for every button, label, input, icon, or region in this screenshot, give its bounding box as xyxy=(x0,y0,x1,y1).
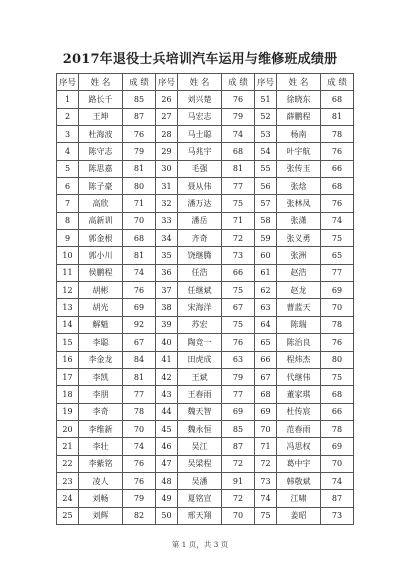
score-cell: 69 xyxy=(321,282,354,299)
name-cell: 齐奇 xyxy=(178,230,222,247)
name-cell: 杜传宸 xyxy=(277,403,321,420)
serial-cell: 39 xyxy=(156,316,178,333)
score-cell: 81 xyxy=(123,368,156,385)
score-cell: 92 xyxy=(123,316,156,333)
score-cell: 68 xyxy=(321,386,354,403)
name-cell: 马宏志 xyxy=(178,108,222,125)
name-cell: 陈治良 xyxy=(277,334,321,351)
name-cell: 薛鹏程 xyxy=(277,108,321,125)
name-cell: 毛强 xyxy=(178,160,222,177)
score-cell: 85 xyxy=(123,91,156,108)
score-cell: 77 xyxy=(123,386,156,403)
serial-cell: 72 xyxy=(255,455,277,472)
serial-cell: 16 xyxy=(57,351,79,368)
serial-cell: 34 xyxy=(156,230,178,247)
serial-cell: 61 xyxy=(255,264,277,281)
score-cell: 76 xyxy=(123,282,156,299)
name-cell: 冯思权 xyxy=(277,438,321,455)
serial-cell: 13 xyxy=(57,299,79,316)
name-cell: 李金龙 xyxy=(79,351,123,368)
serial-cell: 41 xyxy=(156,351,178,368)
score-cell: 76 xyxy=(123,472,156,489)
score-cell: 76 xyxy=(321,334,354,351)
serial-cell: 20 xyxy=(57,420,79,437)
name-cell: 徐晓东 xyxy=(277,91,321,108)
name-cell: 姜昭 xyxy=(277,507,321,524)
score-cell: 76 xyxy=(321,143,354,160)
name-cell: 苏宏 xyxy=(178,316,222,333)
serial-cell: 38 xyxy=(156,299,178,316)
score-cell: 63 xyxy=(222,351,255,368)
serial-cell: 33 xyxy=(156,212,178,229)
name-cell: 杨南 xyxy=(277,126,321,143)
score-cell: 73 xyxy=(222,247,255,264)
table-row xyxy=(57,368,354,385)
serial-cell: 35 xyxy=(156,247,178,264)
score-cell: 76 xyxy=(123,455,156,472)
serial-cell: 55 xyxy=(255,160,277,177)
serial-cell: 25 xyxy=(57,507,79,524)
table-row xyxy=(57,334,354,351)
serial-cell: 2 xyxy=(57,108,79,125)
score-cell: 76 xyxy=(123,126,156,143)
serial-cell: 54 xyxy=(255,143,277,160)
grades-table xyxy=(56,73,354,525)
score-cell: 66 xyxy=(321,160,354,177)
name-cell: 刘辉 xyxy=(79,507,123,524)
score-cell: 77 xyxy=(321,264,354,281)
name-cell: 马士聪 xyxy=(178,126,222,143)
score-cell: 69 xyxy=(321,438,354,455)
score-cell: 71 xyxy=(222,212,255,229)
serial-cell: 74 xyxy=(255,490,277,507)
table-row xyxy=(57,91,354,108)
score-cell: 75 xyxy=(321,368,354,385)
serial-cell: 32 xyxy=(156,195,178,212)
score-cell: 69 xyxy=(222,403,255,420)
score-cell: 87 xyxy=(222,438,255,455)
name-cell: 潘万达 xyxy=(178,195,222,212)
name-cell: 王坤 xyxy=(79,108,123,125)
score-cell: 75 xyxy=(222,282,255,299)
table-row xyxy=(57,490,354,507)
serial-cell: 28 xyxy=(156,126,178,143)
score-cell: 81 xyxy=(123,247,156,264)
name-cell: 董家琪 xyxy=(277,386,321,403)
score-cell: 68 xyxy=(123,230,156,247)
name-cell: 王斌 xyxy=(178,368,222,385)
serial-cell: 15 xyxy=(57,334,79,351)
name-cell: 宋海洋 xyxy=(178,299,222,316)
serial-cell: 19 xyxy=(57,403,79,420)
serial-cell: 7 xyxy=(57,195,79,212)
serial-cell: 67 xyxy=(255,368,277,385)
page-footer: 第 1 页，共 3 页 xyxy=(171,540,229,549)
serial-cell: 59 xyxy=(255,230,277,247)
score-cell: 84 xyxy=(123,351,156,368)
score-cell: 77 xyxy=(222,178,255,195)
serial-cell: 40 xyxy=(156,334,178,351)
header-serial-1: 序号 xyxy=(57,74,79,91)
serial-cell: 1 xyxy=(57,91,79,108)
name-cell: 凌人 xyxy=(79,472,123,489)
name-cell: 李凯 xyxy=(79,368,123,385)
name-cell: 韩敬斌 xyxy=(277,472,321,489)
serial-cell: 6 xyxy=(57,178,79,195)
serial-cell: 75 xyxy=(255,507,277,524)
serial-cell: 50 xyxy=(156,507,178,524)
name-cell: 陈守志 xyxy=(79,143,123,160)
table-row xyxy=(57,507,354,524)
name-cell: 胡光 xyxy=(79,299,123,316)
serial-cell: 30 xyxy=(156,160,178,177)
serial-cell: 56 xyxy=(255,178,277,195)
table-row xyxy=(57,108,354,125)
score-cell: 91 xyxy=(222,472,255,489)
table-row xyxy=(57,438,354,455)
name-cell: 程炜杰 xyxy=(277,351,321,368)
name-cell: 田虎成 xyxy=(178,351,222,368)
name-cell: 聂从伟 xyxy=(178,178,222,195)
header-score-2: 成 绩 xyxy=(222,74,255,91)
score-cell: 87 xyxy=(321,490,354,507)
serial-cell: 27 xyxy=(156,108,178,125)
table-row xyxy=(57,126,354,143)
name-cell: 郭金根 xyxy=(79,230,123,247)
name-cell: 潘岳 xyxy=(178,212,222,229)
name-cell: 李紫铭 xyxy=(79,455,123,472)
score-cell: 67 xyxy=(123,334,156,351)
serial-cell: 31 xyxy=(156,178,178,195)
serial-cell: 21 xyxy=(57,438,79,455)
name-cell: 陈思嘉 xyxy=(79,160,123,177)
name-cell: 吴江 xyxy=(178,438,222,455)
score-cell: 70 xyxy=(222,507,255,524)
serial-cell: 22 xyxy=(57,455,79,472)
name-cell: 吴潘 xyxy=(178,472,222,489)
name-cell: 曹蓝天 xyxy=(277,299,321,316)
serial-cell: 66 xyxy=(255,351,277,368)
table-row xyxy=(57,143,354,160)
score-cell: 79 xyxy=(123,490,156,507)
score-cell: 72 xyxy=(222,490,255,507)
serial-cell: 71 xyxy=(255,438,277,455)
name-cell: 马兆宇 xyxy=(178,143,222,160)
table-row xyxy=(57,316,354,333)
table-row xyxy=(57,247,354,264)
serial-cell: 48 xyxy=(156,472,178,489)
name-cell: 路长千 xyxy=(79,91,123,108)
score-cell: 71 xyxy=(123,195,156,212)
table-row xyxy=(57,160,354,177)
serial-cell: 4 xyxy=(57,143,79,160)
name-cell: 葛中宇 xyxy=(277,455,321,472)
table-row xyxy=(57,420,354,437)
serial-cell: 64 xyxy=(255,316,277,333)
score-cell: 68 xyxy=(321,178,354,195)
serial-cell: 36 xyxy=(156,264,178,281)
serial-cell: 73 xyxy=(255,472,277,489)
serial-cell: 26 xyxy=(156,91,178,108)
score-cell: 80 xyxy=(321,351,354,368)
score-cell: 74 xyxy=(123,264,156,281)
serial-cell: 3 xyxy=(57,126,79,143)
name-cell: 张焓 xyxy=(277,178,321,195)
name-cell: 陶竞一 xyxy=(178,334,222,351)
score-cell: 79 xyxy=(123,143,156,160)
name-cell: 魏永恒 xyxy=(178,420,222,437)
score-cell: 76 xyxy=(222,334,255,351)
table-row xyxy=(57,455,354,472)
serial-cell: 44 xyxy=(156,403,178,420)
score-cell: 65 xyxy=(321,247,354,264)
table-row xyxy=(57,230,354,247)
header-score-3: 成 绩 xyxy=(321,74,354,91)
name-cell: 李维新 xyxy=(79,420,123,437)
name-cell: 代继伟 xyxy=(277,368,321,385)
serial-cell: 62 xyxy=(255,282,277,299)
serial-cell: 46 xyxy=(156,438,178,455)
score-cell: 70 xyxy=(321,299,354,316)
serial-cell: 11 xyxy=(57,264,79,281)
score-cell: 74 xyxy=(222,126,255,143)
score-cell: 76 xyxy=(321,195,354,212)
score-cell: 79 xyxy=(222,108,255,125)
serial-cell: 14 xyxy=(57,316,79,333)
table-row xyxy=(57,472,354,489)
name-cell: 范春雨 xyxy=(277,420,321,437)
score-cell: 67 xyxy=(222,299,255,316)
name-cell: 吴梁程 xyxy=(178,455,222,472)
table-row xyxy=(57,264,354,281)
serial-cell: 70 xyxy=(255,420,277,437)
score-cell: 73 xyxy=(321,507,354,524)
header-row xyxy=(57,74,354,91)
serial-cell: 17 xyxy=(57,368,79,385)
score-cell: 81 xyxy=(222,160,255,177)
name-cell: 任浩 xyxy=(178,264,222,281)
score-cell: 74 xyxy=(123,438,156,455)
serial-cell: 10 xyxy=(57,247,79,264)
score-cell: 82 xyxy=(123,507,156,524)
serial-cell: 23 xyxy=(57,472,79,489)
score-cell: 81 xyxy=(321,108,354,125)
name-cell: 张传玉 xyxy=(277,160,321,177)
score-cell: 77 xyxy=(222,386,255,403)
header-serial-3: 序号 xyxy=(255,74,277,91)
name-cell: 张潇 xyxy=(277,212,321,229)
name-cell: 刘兴楚 xyxy=(178,91,222,108)
name-cell: 饶继腾 xyxy=(178,247,222,264)
score-cell: 79 xyxy=(222,368,255,385)
name-cell: 李奇 xyxy=(79,403,123,420)
score-cell: 72 xyxy=(222,455,255,472)
serial-cell: 68 xyxy=(255,386,277,403)
score-cell: 81 xyxy=(123,160,156,177)
name-cell: 刘畅 xyxy=(79,490,123,507)
header-score-1: 成 绩 xyxy=(123,74,156,91)
name-cell: 张义勇 xyxy=(277,230,321,247)
name-cell: 解魁 xyxy=(79,316,123,333)
serial-cell: 63 xyxy=(255,299,277,316)
score-cell: 72 xyxy=(222,230,255,247)
serial-cell: 57 xyxy=(255,195,277,212)
header-name-3: 姓 名 xyxy=(277,74,321,91)
name-cell: 赵龙 xyxy=(277,282,321,299)
serial-cell: 49 xyxy=(156,490,178,507)
serial-cell: 45 xyxy=(156,420,178,437)
serial-cell: 18 xyxy=(57,386,79,403)
score-cell: 70 xyxy=(321,455,354,472)
serial-cell: 51 xyxy=(255,91,277,108)
name-cell: 夏铭宣 xyxy=(178,490,222,507)
score-cell: 78 xyxy=(123,403,156,420)
score-cell: 68 xyxy=(222,143,255,160)
name-cell: 叶宇航 xyxy=(277,143,321,160)
serial-cell: 9 xyxy=(57,230,79,247)
table-row xyxy=(57,212,354,229)
serial-cell: 60 xyxy=(255,247,277,264)
score-cell: 74 xyxy=(321,472,354,489)
name-cell: 陈瑞 xyxy=(277,316,321,333)
serial-cell: 8 xyxy=(57,212,79,229)
score-cell: 70 xyxy=(123,212,156,229)
table-row xyxy=(57,195,354,212)
serial-cell: 42 xyxy=(156,368,178,385)
serial-cell: 24 xyxy=(57,490,79,507)
name-cell: 王春雨 xyxy=(178,386,222,403)
name-cell: 李朋 xyxy=(79,386,123,403)
serial-cell: 37 xyxy=(156,282,178,299)
score-cell: 75 xyxy=(222,316,255,333)
name-cell: 陈子豪 xyxy=(79,178,123,195)
score-cell: 75 xyxy=(321,230,354,247)
name-cell: 魏天智 xyxy=(178,403,222,420)
serial-cell: 43 xyxy=(156,386,178,403)
score-cell: 74 xyxy=(321,212,354,229)
name-cell: 侯鹏程 xyxy=(79,264,123,281)
score-cell: 70 xyxy=(123,420,156,437)
score-cell: 78 xyxy=(321,420,354,437)
score-cell: 87 xyxy=(123,108,156,125)
name-cell: 邢天翔 xyxy=(178,507,222,524)
name-cell: 郭小川 xyxy=(79,247,123,264)
name-cell: 高新训 xyxy=(79,212,123,229)
score-cell: 69 xyxy=(123,299,156,316)
serial-cell: 29 xyxy=(156,143,178,160)
serial-cell: 65 xyxy=(255,334,277,351)
page-title: 2017年退役士兵培训汽车运用与维修班成绩册 xyxy=(62,52,338,67)
name-cell: 高欣 xyxy=(79,195,123,212)
score-cell: 78 xyxy=(321,126,354,143)
score-cell: 80 xyxy=(123,178,156,195)
serial-cell: 5 xyxy=(57,160,79,177)
name-cell: 江啸 xyxy=(277,490,321,507)
name-cell: 张洲 xyxy=(277,247,321,264)
header-name-1: 姓 名 xyxy=(79,74,123,91)
table-row xyxy=(57,351,354,368)
serial-cell: 53 xyxy=(255,126,277,143)
serial-cell: 47 xyxy=(156,455,178,472)
score-cell: 85 xyxy=(222,420,255,437)
table-row xyxy=(57,403,354,420)
name-cell: 李聪 xyxy=(79,334,123,351)
table-body xyxy=(57,91,354,525)
serial-cell: 58 xyxy=(255,212,277,229)
table-row xyxy=(57,299,354,316)
score-cell: 76 xyxy=(222,91,255,108)
score-cell: 78 xyxy=(321,316,354,333)
header-name-2: 姓 名 xyxy=(178,74,222,91)
table-row xyxy=(57,282,354,299)
score-cell: 68 xyxy=(321,91,354,108)
table-row xyxy=(57,386,354,403)
score-cell: 66 xyxy=(321,403,354,420)
serial-cell: 12 xyxy=(57,282,79,299)
name-cell: 李壮 xyxy=(79,438,123,455)
name-cell: 任继斌 xyxy=(178,282,222,299)
name-cell: 胡彬 xyxy=(79,282,123,299)
table-row xyxy=(57,178,354,195)
score-cell: 66 xyxy=(222,264,255,281)
name-cell: 杜海波 xyxy=(79,126,123,143)
serial-cell: 69 xyxy=(255,403,277,420)
serial-cell: 52 xyxy=(255,108,277,125)
score-cell: 75 xyxy=(222,195,255,212)
name-cell: 张林凤 xyxy=(277,195,321,212)
name-cell: 赵浩 xyxy=(277,264,321,281)
header-serial-2: 序号 xyxy=(156,74,178,91)
